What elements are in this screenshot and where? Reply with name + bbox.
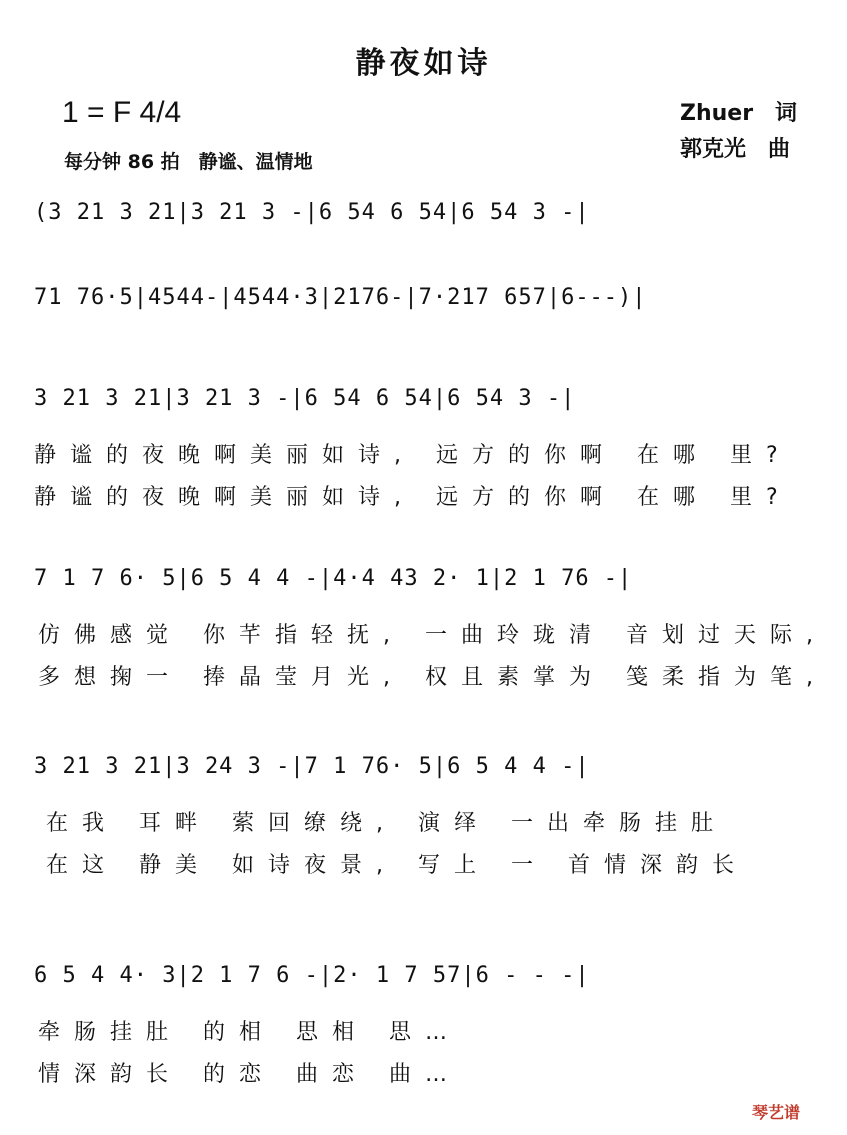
lyric-line: 在我 耳畔 萦回缭绕, 演绎 一出牵肠挂肚 <box>46 811 727 836</box>
song-title: 静夜如诗 <box>355 46 492 81</box>
notation-system-3: 3 21 3 21|3 21 3 -|6 54 6 54|6 54 3 -| <box>34 386 576 411</box>
lyric-line: 静谧的夜晚啊美丽如诗, 远方的你啊 在哪 里? <box>34 443 792 468</box>
composer-credit: 郭克光 曲 <box>680 137 791 162</box>
lyric-line: 仿佛感觉 你芊指轻抚, 一曲玲珑清 音划过天际, <box>38 623 827 648</box>
notation-system-2: 71 76·5|4544-|4544·3|2176-|7·217 657|6---)| <box>34 285 647 310</box>
lyricist-credit: Zhuer 词 <box>680 101 798 126</box>
key-signature: 1 = F 4/4 <box>62 96 182 129</box>
lyric-line: 多想掬一 捧晶莹月光, 权且素掌为 笺柔指为笔, <box>38 665 827 690</box>
notation-system-5: 3 21 3 21|3 24 3 -|7 1 76· 5|6 5 4 4 -| <box>34 754 590 779</box>
notation-system-6: 6 5 4 4· 3|2 1 7 6 -|2· 1 7 57|6 - - -| <box>34 963 590 988</box>
lyric-line: 静谧的夜晚啊美丽如诗, 远方的你啊 在哪 里? <box>34 485 792 510</box>
lyric-line: 牵肠挂肚 的相 思相 思… <box>38 1020 461 1045</box>
notation-system-1: (3 21 3 21|3 21 3 -|6 54 6 54|6 54 3 -| <box>34 200 590 225</box>
brand-logo: 琴艺谱 <box>752 1103 801 1122</box>
lyric-line: 情深韵长 的恋 曲恋 曲… <box>38 1062 461 1087</box>
lyric-line: 在这 静美 如诗夜景, 写上 一 首情深韵长 <box>46 853 748 878</box>
notation-system-4: 7 1 7 6· 5|6 5 4 4 -|4·4 43 2· 1|2 1 76 -| <box>34 566 633 591</box>
tempo-marking: 每分钟 86 拍 静谧、温情地 <box>64 151 313 173</box>
